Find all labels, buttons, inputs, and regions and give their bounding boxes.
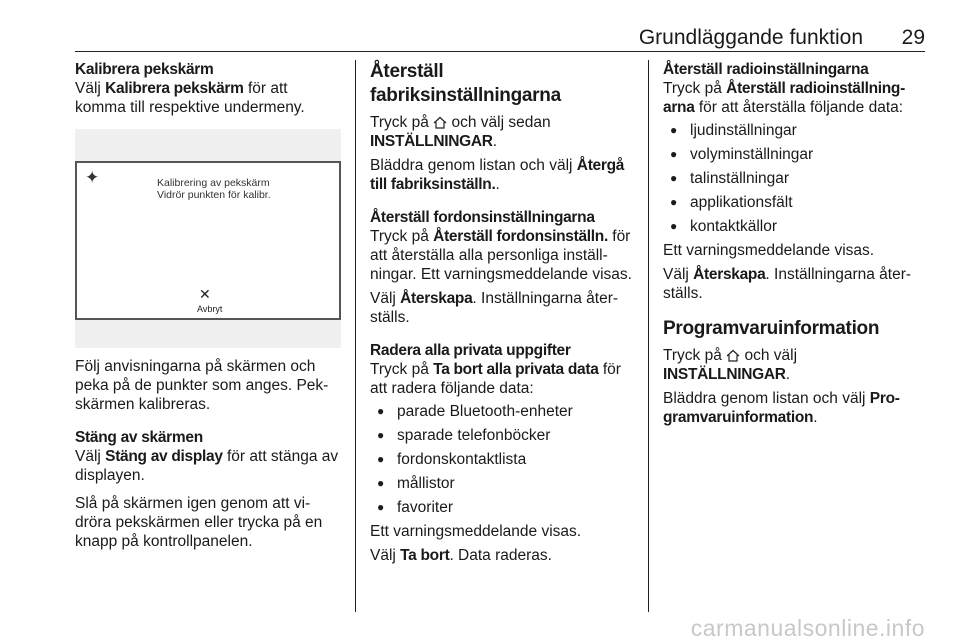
section-heading-delete-private: Radera alla privata uppgifter: [370, 342, 571, 359]
paragraph-screen-off: [75, 447, 341, 485]
page-header: [75, 26, 925, 52]
text: . Data raderas.: [449, 547, 552, 564]
delete-data-list: [370, 402, 635, 517]
section-heading-factory-reset: Återställ fabriksinställningarna: [370, 61, 561, 106]
radio-reset-list: [663, 121, 925, 236]
menu-term: Återskapa: [693, 266, 766, 283]
menu-term: Stäng av display: [105, 448, 223, 465]
text: Tryck på: [370, 114, 434, 131]
paragraph-warning: Ett varningsmeddelande visas.: [663, 242, 875, 259]
section-heading-vehicle-reset: Återställ fordonsinställningarna: [370, 209, 595, 226]
screen-cancel-label: Avbryt: [197, 304, 223, 314]
text: Tryck på: [370, 361, 434, 378]
column-3: [663, 60, 925, 427]
paragraph-vehicle-reset: [370, 227, 635, 284]
text: för att radera följande data:: [370, 361, 621, 397]
paragraph-radio-reset: [663, 79, 925, 117]
text: Tryck på: [663, 80, 727, 97]
section-heading-software-info: Programvaruinformation: [663, 318, 880, 339]
text: . Inställningarna åter-ställs.: [663, 266, 912, 302]
text: Tryck på: [663, 347, 727, 364]
paragraph-calibrate: [75, 79, 341, 117]
paragraph-factory-reset-2: [370, 156, 635, 194]
crosshair-icon: ✦: [85, 168, 100, 187]
paragraph-delete-private: [370, 360, 635, 398]
column-divider-2: [648, 60, 649, 612]
screen-message-line2: Vidrör punkten för kalibr.: [157, 189, 271, 201]
section-heading-screen-off: Stäng av skärmen: [75, 429, 203, 446]
screen-message-line1: Kalibrering av pekskärm: [157, 177, 270, 189]
paragraph-delete-confirm: [370, 546, 635, 565]
text: Bläddra genom listan och välj: [663, 390, 870, 407]
menu-term: Återställ fordonsinställn.: [433, 228, 608, 245]
section-heading-calibrate: Kalibrera pekskärm: [75, 61, 214, 78]
text: för att återställa alla personliga inställ-ningar. Ett varningsmeddelande visas.: [370, 228, 632, 283]
menu-term: INSTÄLLNINGAR: [663, 366, 786, 383]
screen-frame: [75, 161, 341, 320]
close-icon: ✕: [199, 286, 211, 302]
text: Välj: [663, 266, 694, 283]
text: för att komma till respektive undermeny.: [75, 80, 305, 116]
section-heading-radio-reset: Återställ radioinställningarna: [663, 61, 869, 78]
list-item: ● volyminställningar: [663, 145, 925, 164]
menu-term: Ta bort: [400, 547, 450, 564]
text: .: [492, 133, 497, 150]
list-item: ● fordonskontaktlista: [370, 450, 635, 469]
text: och välj sedan: [447, 114, 551, 131]
text: för att återställa följande data:: [694, 99, 904, 116]
text: Välj: [370, 290, 401, 307]
list-item: ● parade Bluetooth-enheter: [370, 402, 635, 421]
paragraph-screen-on: Slå på skärmen igen genom att vi-dröra pekskärmen eller trycka på en knapp på kontrollpanelen.: [75, 495, 323, 550]
paragraph-calibrate-instructions: Följ anvisningarna på skärmen och peka på de punkter som anges. Pek-skärmen kalibreras.: [75, 358, 329, 413]
menu-term: Återställ radioinställning-arna: [663, 80, 905, 116]
menu-term: Återskapa: [400, 290, 473, 307]
paragraph-software-info-1: [663, 346, 925, 384]
screen-message: [157, 177, 271, 201]
text: .: [785, 366, 790, 383]
text: . Inställningarna åter-ställs.: [370, 290, 619, 326]
text: .: [495, 176, 500, 193]
menu-term: Ta bort alla privata data: [433, 361, 599, 378]
text: Tryck på: [370, 228, 434, 245]
watermark: carmanualsonline.info: [690, 615, 925, 641]
text: Välj: [75, 80, 106, 97]
list-item: ● mållistor: [370, 474, 635, 493]
list-item: ● sparade telefonböcker: [370, 426, 635, 445]
paragraph-factory-reset-1: [370, 113, 635, 151]
home-icon: [726, 349, 740, 362]
home-icon: [433, 116, 447, 129]
list-item: ● kontaktkällor: [663, 217, 925, 236]
page-number: 29: [901, 26, 925, 49]
menu-term: Återgå till fabriksinställn.: [370, 157, 625, 193]
text: Bläddra genom listan och välj: [370, 157, 577, 174]
text: .: [813, 409, 818, 426]
list-item: ● favoriter: [370, 498, 635, 517]
paragraph-software-info-2: [663, 389, 925, 427]
menu-term: Pro-gramvaruinformation: [663, 390, 900, 426]
calibration-screen-illustration: [75, 129, 341, 348]
column-1: [75, 60, 341, 551]
menu-term: Kalibrera pekskärm: [105, 80, 244, 97]
list-item: ● talinställningar: [663, 169, 925, 188]
list-item: ● ljudinställningar: [663, 121, 925, 140]
paragraph-warning: Ett varningsmeddelande visas.: [370, 523, 582, 540]
header-divider: [75, 51, 925, 52]
text: och välj: [740, 347, 798, 364]
menu-term: INSTÄLLNINGAR: [370, 133, 493, 150]
paragraph-radio-confirm: [663, 265, 925, 303]
text: för att stänga av displayen.: [75, 448, 339, 484]
page-header-title: Grundläggande funktion: [638, 26, 863, 49]
paragraph-vehicle-reset-confirm: [370, 289, 635, 327]
column-divider-1: [355, 60, 356, 612]
list-item: ● applikationsfält: [663, 193, 925, 212]
column-2: [370, 60, 635, 565]
text: Välj: [370, 547, 401, 564]
text: Välj: [75, 448, 106, 465]
